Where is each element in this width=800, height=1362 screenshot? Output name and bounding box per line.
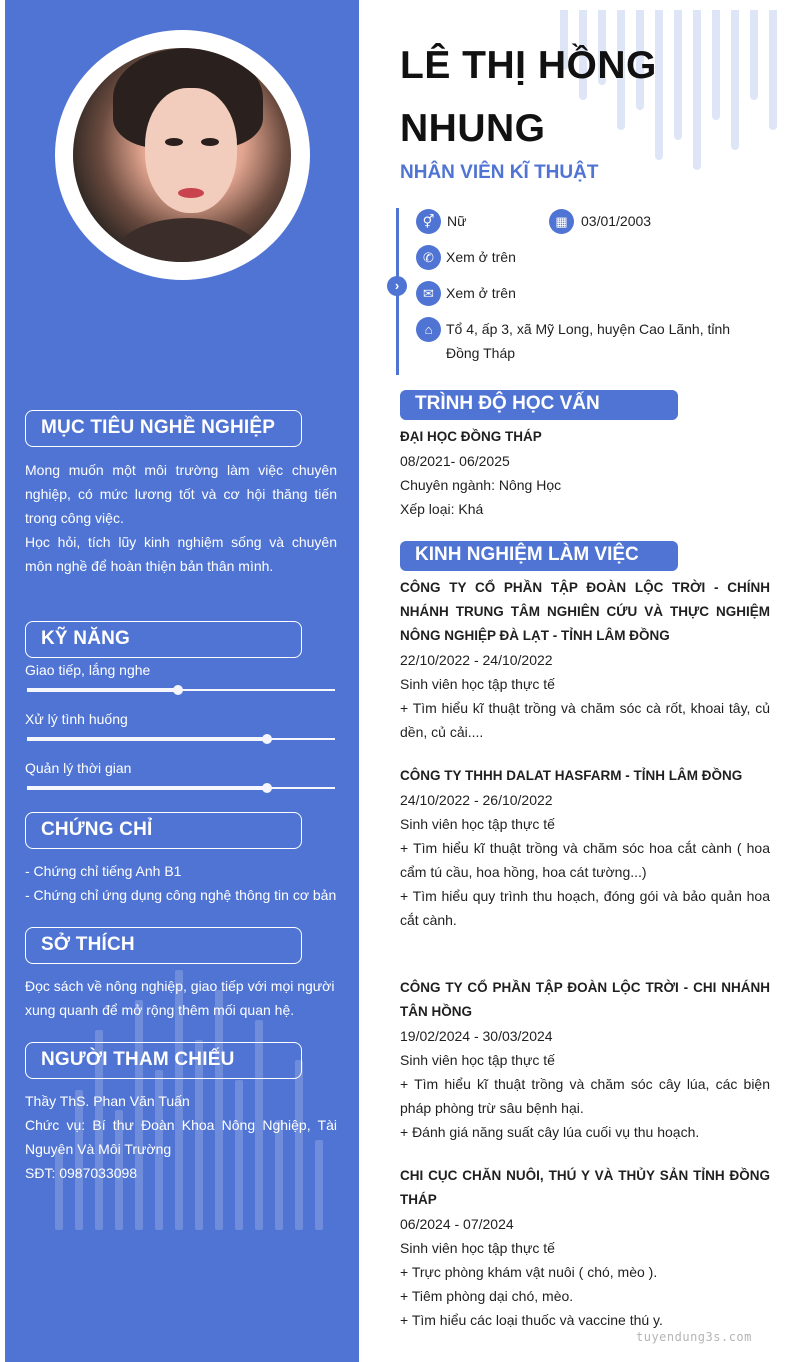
job-period: 22/10/2022 - 24/10/2022 bbox=[400, 652, 553, 668]
references-text: Thầy ThS. Phan Văn Tuấn Chức vụ: Bí thư Đoàn Khoa Nông Nghiệp, Tài Nguyên Và Môi Trường SĐT: 0987033098 bbox=[25, 1093, 337, 1181]
job-period: 19/02/2024 - 30/03/2024 bbox=[400, 1028, 553, 1044]
envelope-icon: ✉ bbox=[416, 281, 441, 306]
address-value: Tổ 4, ấp 3, xã Mỹ Long, huyện Cao Lãnh, tỉnh Đồng Tháp bbox=[446, 321, 731, 361]
chevron-right-icon: › bbox=[387, 276, 407, 296]
skill-bar bbox=[27, 787, 335, 789]
job-period: 24/10/2022 - 26/10/2022 bbox=[400, 792, 553, 808]
experience-heading: KINH NGHIỆM LÀM VIỆC bbox=[400, 541, 678, 571]
job-role: Sinh viên học tập thực tế bbox=[400, 1240, 555, 1256]
company-name: CÔNG TY THHH DALAT HASFARM - TỈNH LÂM ĐỒNG bbox=[400, 768, 743, 783]
calendar-icon: ▦ bbox=[549, 209, 574, 234]
education-period: 08/2021- 06/2025 bbox=[400, 453, 510, 469]
skill-slider-handle bbox=[262, 734, 272, 744]
job-detail: + Tiêm phòng dại chó, mèo. bbox=[400, 1288, 574, 1304]
education-major: Chuyên ngành: Nông Học bbox=[400, 477, 562, 493]
education-block bbox=[400, 425, 770, 521]
experience-item bbox=[400, 1164, 770, 1332]
references-heading: NGƯỜI THAM CHIẾU bbox=[25, 1042, 302, 1079]
skill-label: Xử lý tình huống bbox=[25, 711, 128, 727]
skill-slider-handle bbox=[262, 783, 272, 793]
home-icon: ⌂ bbox=[416, 317, 441, 342]
skill-label: Quản lý thời gian bbox=[25, 760, 132, 776]
experience-item bbox=[400, 576, 770, 744]
job-detail: + Tìm hiểu quy trình thu hoạch, đóng gói và bảo quản hoa cắt cành. bbox=[400, 888, 770, 928]
job-period: 06/2024 - 07/2024 bbox=[400, 1216, 514, 1232]
job-role: Sinh viên học tập thực tế bbox=[400, 676, 555, 692]
skills-heading: KỸ NĂNG bbox=[25, 621, 302, 658]
skill-bar bbox=[27, 738, 335, 740]
objective-heading: MỤC TIÊU NGHỀ NGHIỆP bbox=[25, 410, 302, 447]
avatar bbox=[55, 30, 310, 280]
phone-icon: ✆ bbox=[416, 245, 441, 270]
company-name: CÔNG TY CỔ PHẦN TẬP ĐOÀN LỘC TRỜI - CHI NHÁNH TÂN HỒNG bbox=[400, 980, 770, 1019]
list-item: - Chứng chỉ tiếng Anh B1 bbox=[25, 863, 182, 879]
gender-value: Nữ bbox=[447, 213, 467, 229]
company-name: CHI CỤC CHĂN NUÔI, THÚ Y VÀ THỦY SẢN TỈNH ĐỒNG THÁP bbox=[400, 1168, 770, 1207]
job-detail: + Tìm hiểu kĩ thuật trồng và chăm sóc hoa cắt cành ( hoa cẩm tú cầu, hoa hồng, hoa cát tường...) bbox=[400, 840, 770, 880]
job-detail: + Tìm hiểu kĩ thuật trồng và chăm sóc cà rốt, khoai tây, củ dền, củ cải.... bbox=[400, 700, 770, 740]
job-detail: + Trực phòng khám vật nuôi ( chó, mèo ). bbox=[400, 1264, 658, 1280]
objective-text: Mong muốn một môi trường làm việc chuyên nghiệp, có mức lương tốt và cơ hội thăng tiến trong công việc. Học hỏi, tích lũy kinh nghiệm sống và chuyên môn nghề để hoàn thiện bản thân mình. bbox=[25, 462, 337, 574]
education-heading: TRÌNH ĐỘ HỌC VẤN bbox=[400, 390, 678, 420]
watermark: tuyendung3s.com bbox=[636, 1330, 752, 1344]
candidate-name: LÊ THỊ HỒNG NHUNG bbox=[400, 44, 657, 150]
certificates-heading: CHỨNG CHỈ bbox=[25, 812, 302, 849]
phone-value: Xem ở trên bbox=[446, 249, 516, 265]
people-icon: ⚥ bbox=[416, 209, 441, 234]
profile-photo bbox=[73, 48, 291, 262]
job-role: Sinh viên học tập thực tế bbox=[400, 816, 555, 832]
school-name: ĐẠI HỌC ĐỒNG THÁP bbox=[400, 429, 542, 444]
education-rank: Xếp loại: Khá bbox=[400, 501, 484, 517]
skill-label: Giao tiếp, lắng nghe bbox=[25, 662, 151, 678]
skill-slider-handle bbox=[173, 685, 183, 695]
company-name: CÔNG TY CỔ PHẦN TẬP ĐOÀN LỘC TRỜI - CHÍNH NHÁNH TRUNG TÂM NGHIÊN CỨU VÀ THỰC NGHIỆM NÔNG NGHIỆP ĐÀ LẠT - TỈNH LÂM ĐỒNG bbox=[400, 580, 770, 643]
experience-item bbox=[400, 976, 770, 1144]
job-role: Sinh viên học tập thực tế bbox=[400, 1052, 555, 1068]
experience-item bbox=[400, 764, 770, 932]
list-item: - Chứng chỉ ứng dụng công nghệ thông tin cơ bản bbox=[25, 887, 337, 903]
hobbies-heading: SỞ THÍCH bbox=[25, 927, 302, 964]
email-value: Xem ở trên bbox=[446, 285, 516, 301]
skill-bar bbox=[27, 689, 335, 691]
sidebar bbox=[5, 0, 359, 1362]
job-detail: + Tìm hiểu kĩ thuật trồng và chăm sóc cây lúa, các biện pháp phòng trừ sâu bệnh hại. bbox=[400, 1076, 770, 1116]
job-detail: + Đánh giá năng suất cây lúa cuối vụ thu hoạch. bbox=[400, 1124, 700, 1140]
certificates-list bbox=[25, 859, 337, 907]
hobbies-text: Đọc sách về nông nghiệp, giao tiếp với mọi người xung quanh để mở rộng thêm mối quan hệ. bbox=[25, 978, 335, 1018]
birthdate-value: 03/01/2003 bbox=[581, 213, 652, 229]
job-title: NHÂN VIÊN KĨ THUẬT bbox=[400, 162, 599, 183]
job-detail: + Tìm hiểu các loại thuốc và vaccine thú y. bbox=[400, 1312, 663, 1328]
